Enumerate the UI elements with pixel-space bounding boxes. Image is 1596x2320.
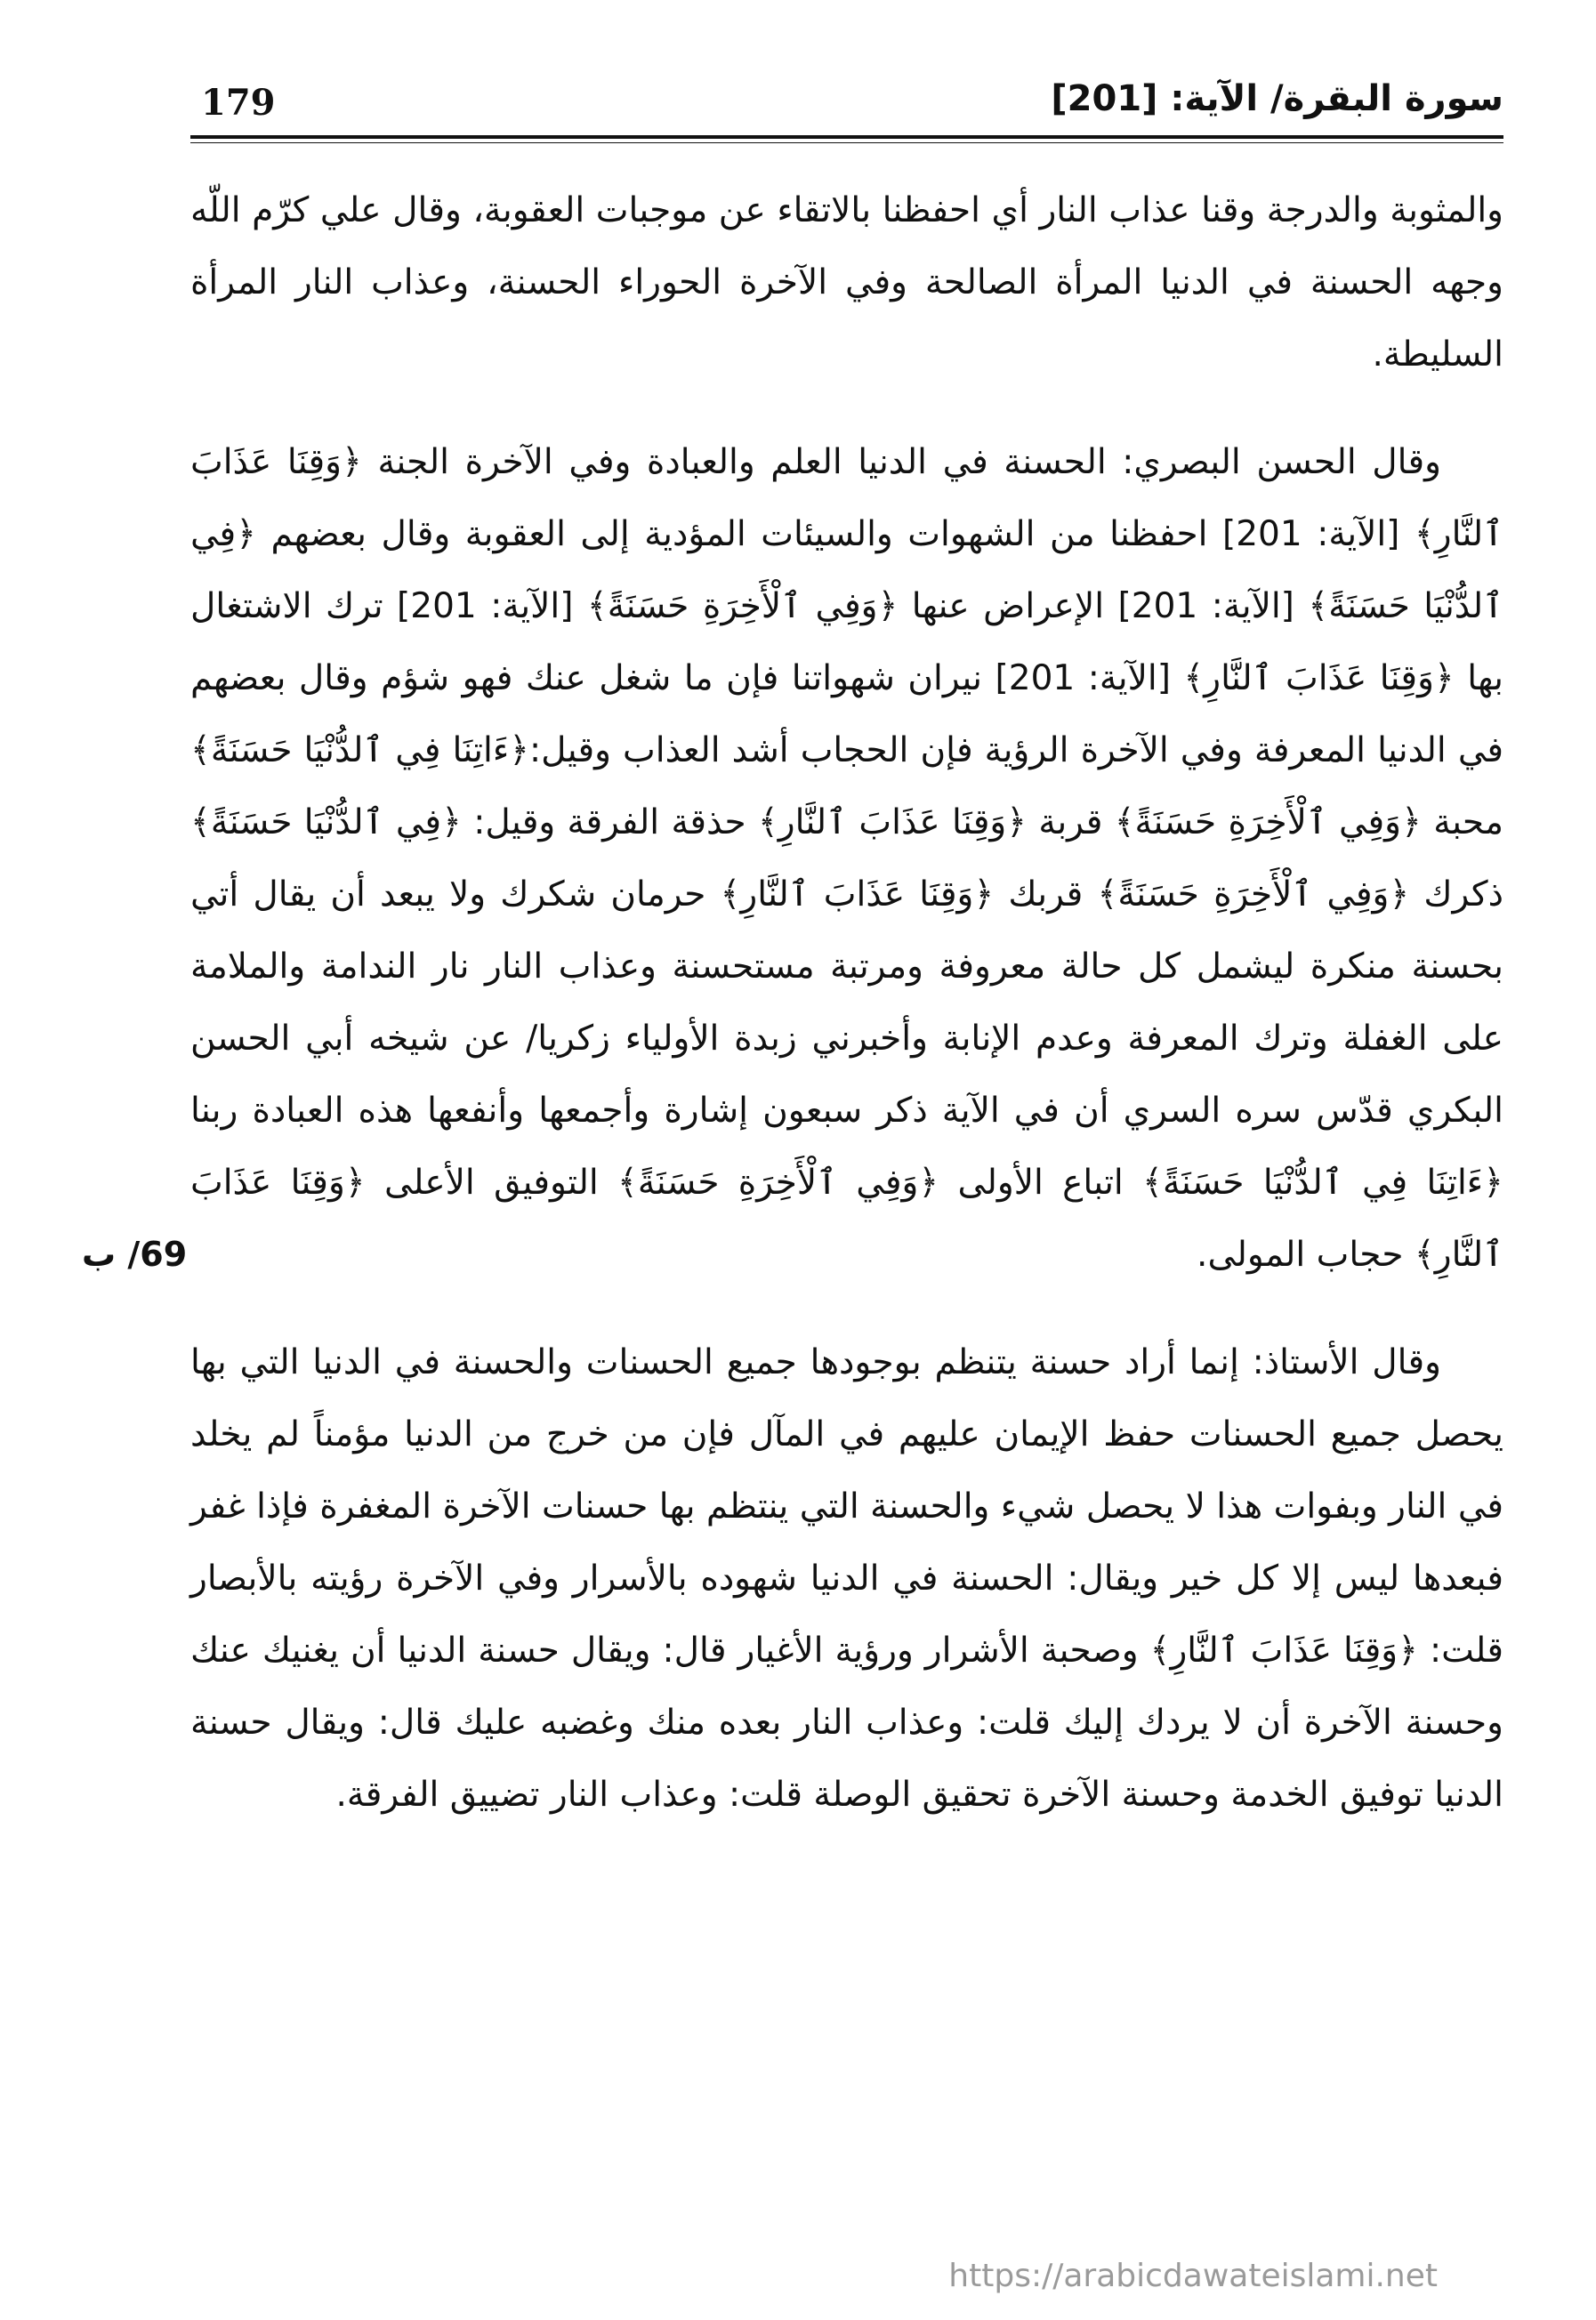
header-rule: [190, 135, 1503, 139]
page-header: [190, 77, 1503, 133]
manuscript-folio-note: 69/ ب: [82, 1235, 188, 1274]
header-rule-thin: [190, 142, 1503, 143]
page-number: 179: [201, 82, 276, 124]
paragraph-1: والمثوبة والدرجة وقنا عذاب النار أي احفظنا بالاتقاء عن موجبات العقوبة، وقال علي كرّم اللّه وجهه الحسنة في الدنيا المرأة الصالحة وفي الآخرة الحوراء الحسنة، وعذاب النار المرأة السليطة.: [190, 190, 1503, 375]
body-text: [190, 174, 1503, 1831]
paragraph-3: وقال الأستاذ: إنما أراد حسنة يتنظم بوجودها جميع الحسنات والحسنة في الدنيا التي بها يحصل جميع الحسنات حفظ الإيمان عليهم في المآل فإن من خرج من الدنيا مؤمناً لم يخلد في النار وبفوات هذا لا يحصل شيء والحسنة التي ينتظم بها حسنات الآخرة المغفرة فإذا غفر فبعدها ليس إلا كل خير ويقال: الحسنة في الدنيا شهوده بالأسرار وفي الآخرة رؤيته بالأبصار قلت: ﴿وَقِنَا عَذَابَ ٱلنَّارِ﴾ وصحبة الأشرار ورؤية الأغيار قال: ويقال حسنة الدنيا أن يغنيك عنك وحسنة الآخرة أن لا يردك إليك قلت: وعذاب النار بعده منك وغضبه عليك قال: ويقال حسنة الدنيا توفيق الخدمة وحسنة الآخرة تحقيق الوصلة قلت: وعذاب النار تضييق الفرقة.: [190, 1342, 1503, 1815]
watermark-url: https://arabicdawateislami.net: [948, 2258, 1438, 2294]
paragraph-2: وقال الحسن البصري: الحسنة في الدنيا العلم والعبادة وفي الآخرة الجنة ﴿وَقِنَا عَذَابَ ٱلنَّارِ﴾ [الآية: 201] احفظنا من الشهوات والسيئات المؤدية إلى العقوبة وقال بعضهم ﴿فِي ٱلدُّنْيَا حَسَنَةً﴾ [الآية: 201] الإعراض عنها ﴿وَفِي ٱلْأَخِرَةِ حَسَنَةً﴾ [الآية: 201] ترك الاشتغال بها ﴿وَقِنَا عَذَابَ ٱلنَّارِ﴾ [الآية: 201] نيران شهواتنا فإن ما شغل عنك فهو شؤم وقال بعضهم في الدنيا المعرفة وفي الآخرة الرؤية فإن الحجاب أشد العذاب وقيل:﴿ءَاتِنَا فِي ٱلدُّنْيَا حَسَنَةً﴾ محبة ﴿وَفِي ٱلْأَخِرَةِ حَسَنَةً﴾ قربة ﴿وَقِنَا عَذَابَ ٱلنَّارِ﴾ حذقة الفرقة وقيل: ﴿فِي ٱلدُّنْيَا حَسَنَةً﴾ ذكرك ﴿وَفِي ٱلْأَخِرَةِ حَسَنَةً﴾ قربك ﴿وَقِنَا عَذَابَ ٱلنَّارِ﴾ حرمان شكرك ولا يبعد أن يقال أتي بحسنة منكرة ليشمل كل حالة معروفة ومرتبة مستحسنة وعذاب النار نار الندامة والملامة على الغفلة وترك المعرفة وعدم الإنابة وأخبرني زبدة الأولياء زكريا/ عن شيخه أبي الحسن البكري قدّس سره السري أن في الآية ذكر سبعون إشارة وأجمعها وأنفعها هذه العبادة ربنا ﴿ءَاتِنَا فِي ٱلدُّنْيَا حَسَنَةً﴾ اتباع الأولى ﴿وَفِي ٱلْأَخِرَةِ حَسَنَةً﴾ التوفيق الأعلى ﴿وَقِنَا عَذَابَ ٱلنَّارِ﴾ حجاب المولى.: [190, 442, 1504, 1275]
running-title: سورة البقرة/ الآية: [201]: [1051, 78, 1503, 119]
